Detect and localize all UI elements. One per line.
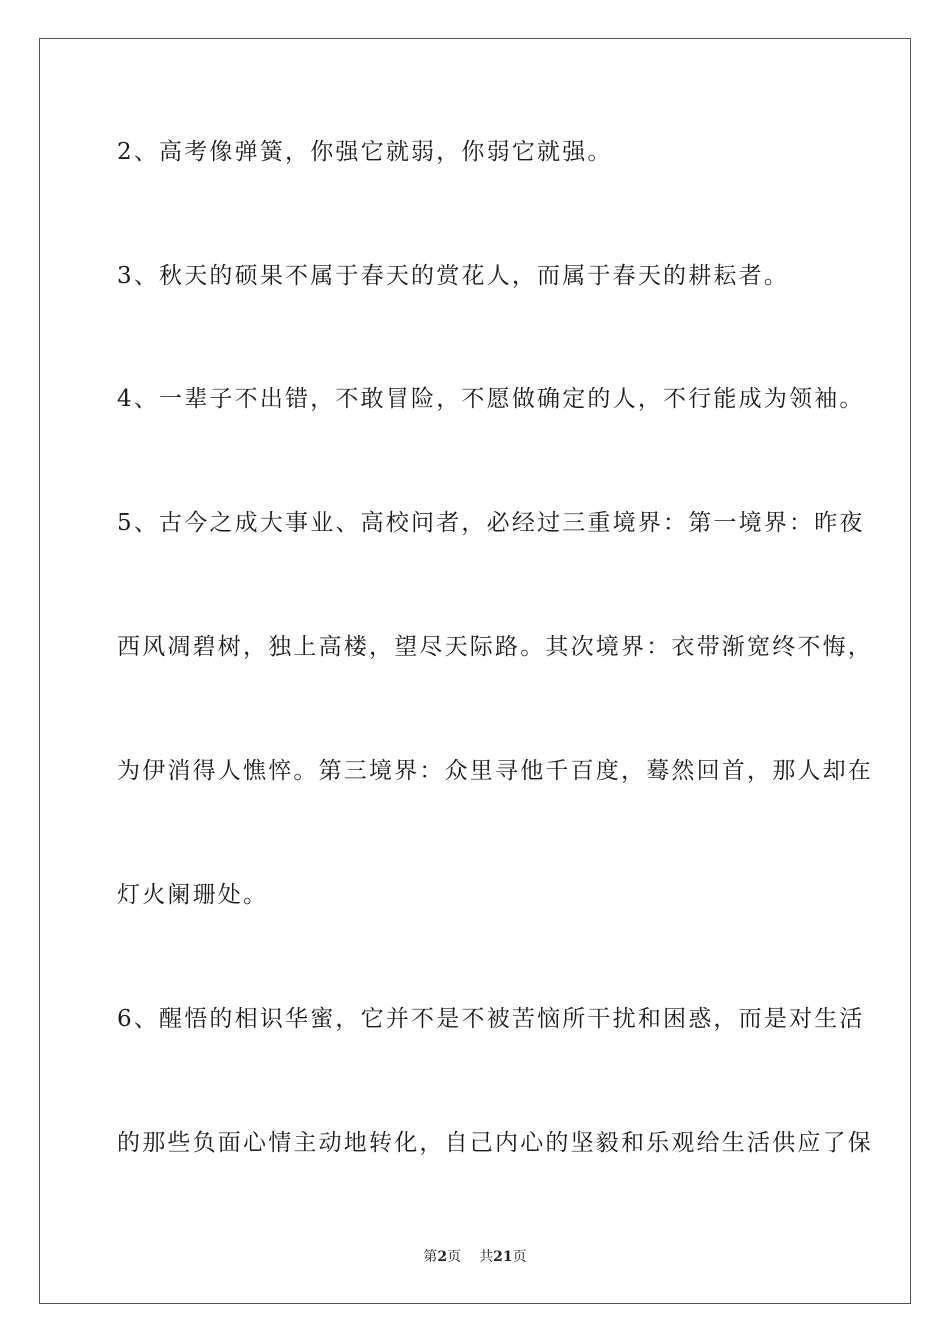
page-border [39, 38, 911, 1304]
text-line-1: 2、高考像弹簧，你强它就弱，你弱它就强。 [117, 139, 613, 165]
total-prefix: 共 [479, 1249, 494, 1265]
page-prefix: 第 [423, 1249, 438, 1265]
text-line-6: 为伊消得人憔悴。第三境界：众里寻他千百度，蓦然回首，那人却在 [117, 758, 873, 784]
text-line-3: 4、一辈子不出错，不敢冒险，不愿做确定的人，不行能成为领袖。 [117, 386, 865, 412]
text-line-8: 6、醒悟的相识华蜜，它并不是不被苦恼所干扰和困惑，而是对生活 [117, 1006, 865, 1032]
text-line-5: 西风凋碧树，独上高楼，望尽天际路。其次境界：衣带渐宽终不悔， [117, 634, 873, 660]
page-number: 2 [437, 1249, 448, 1265]
page-suffix: 页 [447, 1249, 462, 1265]
text-line-4: 5、古今之成大事业、高校问者，必经过三重境界：第一境界：昨夜 [117, 510, 865, 536]
text-line-2: 3、秋天的硕果不属于春天的赏花人，而属于春天的耕耘者。 [117, 263, 790, 289]
total-pages: 21 [493, 1249, 513, 1265]
text-line-9: 的那些负面心情主动地转化，自己内心的坚毅和乐观给生活供应了保 [117, 1130, 873, 1156]
total-suffix: 页 [512, 1249, 527, 1265]
page-footer [0, 1246, 950, 1266]
text-line-7: 灯火阑珊处。 [117, 882, 269, 908]
